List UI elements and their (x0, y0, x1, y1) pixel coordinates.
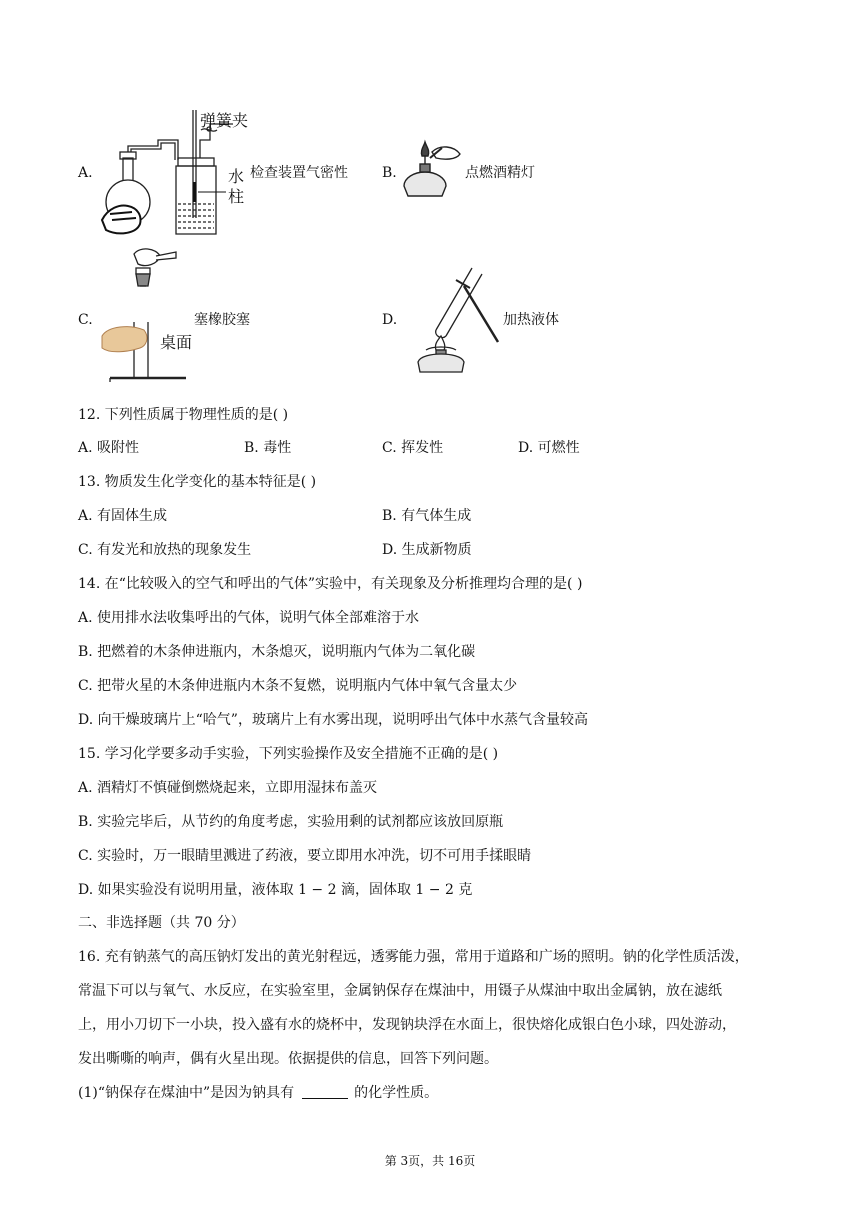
option-b-letter: B. (382, 165, 397, 181)
option-a-letter: A. (78, 165, 93, 181)
option-d-caption: 加热液体 (503, 312, 559, 328)
q14-option-b: B. 把燃着的木条伸进瓶内，木条熄灭，说明瓶内气体为二氧化碳 (78, 644, 476, 660)
q16-sub1 (78, 1084, 438, 1102)
q13-option-d: D. 生成新物质 (382, 542, 472, 558)
q15-option-d: D. 如果实验没有说明用量，液体取 1 − 2 滴，固体取 1 − 2 克 (78, 882, 473, 898)
q13-stem: 13. 物质发生化学变化的基本特征是( ) (78, 474, 317, 490)
q13-option-a: A. 有固体生成 (78, 508, 168, 524)
option-d-letter: D. (382, 312, 398, 328)
q14-option-d: D. 向干燥玻璃片上“哈气”，玻璃片上有水雾出现，说明呼出气体中水蒸气含量较高 (78, 712, 588, 728)
inserting-stopper-illustration (100, 242, 200, 384)
q12-option-d: D. 可燃性 (518, 440, 580, 456)
q16-sub1-suffix: 的化学性质。 (354, 1085, 439, 1101)
section-heading: 二、非选择题（共 70 分） (78, 915, 245, 931)
answer-blank[interactable] (302, 1086, 348, 1099)
q16-line-3: 上，用小刀切下一小块，投入盛有水的烧杯中，发现钠块浮在水面上，很快熔化成银白色小球，四处游动， (78, 1017, 736, 1033)
q13-option-b: B. 有气体生成 (382, 508, 472, 524)
q16-line-2: 常温下可以与氧气、水反应，在实验室里，金属钠保存在煤油中，用镊子从煤油中取出金属钠，放在滤纸 (78, 983, 722, 999)
q13-option-c: C. 有发光和放热的现象发生 (78, 542, 252, 558)
q12-option-b: B. 毒性 (244, 440, 292, 456)
q15-stem: 15. 学习化学要多动手实验，下列实验操作及安全措施不正确的是( ) (78, 746, 499, 762)
option-c-letter: C. (78, 312, 93, 328)
column-callout: 柱 (228, 187, 245, 206)
q12-stem: 12. 下列性质属于物理性质的是( ) (78, 407, 289, 423)
q15-option-b: B. 实验完毕后，从节约的角度考虑，实验用剩的试剂都应该放回原瓶 (78, 814, 504, 830)
heating-liquid-illustration (398, 262, 502, 374)
q16-line-4: 发出嘶嘶的响声，偶有火星出现。依据提供的信息，回答下列问题。 (78, 1051, 498, 1067)
table-surface-callout: 桌面 (160, 333, 193, 352)
lighting-alcohol-lamp-illustration (400, 138, 464, 202)
water-callout: 水 (228, 167, 245, 186)
q15-option-a: A. 酒精灯不慎碰倒燃烧起来，立即用湿抹布盖灭 (78, 780, 378, 796)
option-c-caption: 塞橡胶塞 (194, 312, 250, 328)
q16-line-1: 16. 充有钠蒸气的高压钠灯发出的黄光射程远，透雾能力强，常用于道路和广场的照明。钠的化学性质活泼， (78, 949, 749, 965)
page-footer: 第 3页，共 16页 (384, 1154, 476, 1168)
option-b-caption: 点燃酒精灯 (465, 165, 535, 181)
q14-option-a: A. 使用排水法收集呼出的气体，说明气体全部难溶于水 (78, 610, 420, 626)
option-a-caption: 检查装置气密性 (250, 165, 348, 181)
q12-option-c: C. 挥发性 (382, 440, 444, 456)
q15-option-c: C. 实验时，万一眼睛里溅进了药液，要立即用水冲洗，切不可用手揉眼睛 (78, 848, 532, 864)
q16-sub1-prefix: (1)“钠保存在煤油中”是因为钠具有 (78, 1085, 295, 1101)
q14-stem: 14. 在“比较吸入的空气和呼出的气体”实验中，有关现象及分析推理均合理的是( ) (78, 576, 583, 592)
q14-option-c: C. 把带火星的木条伸进瓶内木条不复燃，说明瓶内气体中氧气含量太少 (78, 678, 518, 694)
q12-option-a: A. 吸附性 (78, 440, 140, 456)
spring-clamp-callout: 弹簧夹 (200, 111, 249, 130)
